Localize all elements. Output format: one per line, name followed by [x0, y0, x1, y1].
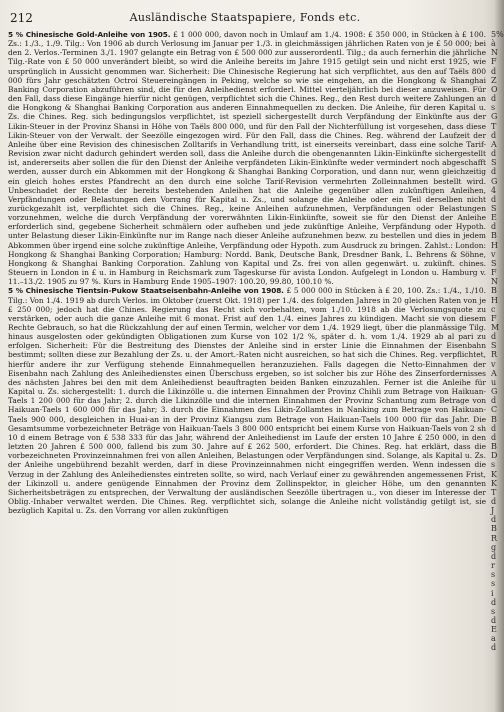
facing-page-fragment: d — [491, 149, 497, 159]
facing-page-fragment: K — [491, 469, 497, 479]
facing-page-fragment: d — [491, 66, 497, 76]
facing-page-fragment: d — [491, 222, 497, 232]
facing-page-fragments — [491, 30, 504, 653]
facing-page-fragment: s — [491, 460, 496, 470]
facing-page-fragment: O — [491, 84, 498, 94]
facing-page-fragment: i — [491, 588, 494, 598]
facing-page-fragment: H — [491, 295, 498, 305]
facing-page-fragment: S — [491, 258, 497, 268]
facing-page-fragment: d — [491, 643, 497, 653]
facing-page-fragment: A — [491, 139, 497, 149]
facing-page-fragment: K — [491, 478, 497, 488]
loan-heading: 5 % Chinesische Gold-Anleihe von 1905. — [8, 30, 171, 39]
facing-page-fragment: g — [491, 542, 497, 552]
page-number: 212 — [10, 11, 33, 25]
facing-page-fragment: d — [491, 130, 497, 140]
facing-page-fragment: d — [491, 332, 497, 342]
facing-page-fragment: a — [491, 634, 496, 644]
facing-page-fragment: s — [491, 606, 496, 616]
facing-page-fragment: D — [491, 451, 498, 461]
facing-page-fragment: Z — [491, 75, 497, 85]
facing-page-fragment: B — [491, 524, 497, 534]
facing-page-fragment: R — [491, 533, 498, 543]
facing-page-fragment: A — [491, 368, 497, 378]
facing-page-fragment: F — [491, 268, 497, 278]
facing-page-fragment: à — [491, 39, 496, 49]
running-head: Ausländische Staatspapiere, Fonds etc. — [129, 11, 361, 24]
facing-page-fragment: T — [491, 121, 497, 131]
facing-page-fragment: F — [491, 57, 497, 67]
facing-page-fragment: B — [491, 442, 497, 452]
facing-page-fragment: d — [491, 194, 497, 204]
facing-page-fragment: v — [491, 359, 496, 369]
facing-page-fragment: v — [491, 249, 496, 259]
facing-page-fragment: d — [491, 94, 497, 104]
facing-page-fragment: T — [491, 487, 497, 497]
facing-page-fragment: E — [491, 625, 497, 635]
facing-page-fragment: G — [491, 176, 498, 186]
facing-page-fragment: R — [491, 350, 498, 360]
facing-page-fragment: F — [491, 313, 497, 323]
facing-page-fragment: d — [491, 396, 497, 406]
facing-page-fragment: d — [491, 551, 497, 561]
facing-page-fragment: d — [491, 167, 497, 177]
facing-page-fragment: d — [491, 496, 497, 506]
facing-page-fragment: 4 — [491, 185, 497, 195]
facing-page-fragment: B — [491, 414, 497, 424]
loan-body: £ 1 000 000, davon noch in Umlauf am 1./4. 1908: £ 350 000, in Stücken à £ 100. Zs.: 1./3., 1./9. Tilg.: Von 1906 ab durch Verlosung im Januar per 1./3. in gleichmässigen jährlichen Raten von je £ 50 000; bei den 2. Verlos.-Terminen 3./1. 1907 gelangte ein Betrag von £ 500 000 zur ausserordentl. Tilg.; da auch fernerhin die jährliche Tilg.-Rate von £ 50 000 unverändert bleibt, so wird die Anleihe bereits im Jahre 1915 getilgt sein und nicht erst 1925, wie ursprünglich in Aussicht genommen war. Sicherheit: Die Chinesische Regierung hat sich verpflichtet, aus den auf Taëls 800 000 fürs Jahr geschätzten Octroi Steuereingängen in Peking, welche so wie sie eingehen, an die Hongkong & Shanghai Banking Corporation abzuführen sind, die für den Anleihedienst erforderl. Mittel vierteljährlich bei dieser anzuweisen. Für den Fall, dass diese Eingänge hierfür nicht genügen, verpflichtet sich die Chines. Reg., den Rest durch weitere Zahlungen an die Hongkong & Shanghai Banking Corporation aus anderen Einnahmequellen zu decken. Die Anleihe, für deren Kapital u. Zs. die Chines. Reg. sich bedingungslos verpflichtet, ist speziell sichergestellt durch Verpfändung der Einkünfte aus der Likin-Steuer in der Provinz Shansi in Höhe von Taëls 800 000, und für den Fall der Nichterfüllung ist vorgesehen, dass diese Likin-Steuer von der Verwalt. der Seezölle eingezogen wird. Für den Fall, dass die Chines. Reg. während der Laufzeit der Anleihe über eine Revision des chinesischen Zolltarifs in Verhandlung tritt, ist einerseits vereinbart, dass eine solche Tarif-Revision zwar nicht dadurch gehindert werden soll, dass die Anleihe durch die obengenannten Likin-Einkünfte sichergestellt ist, andererseits aber sollen die für den Dienst der Anleihe verpfändeten Likin-Einkünfte weder vermindert noch abgeschafft werden, ausser durch ein Abkommen mit der Hongkong & Shanghai Banking Corporation, und dann nur, wenn gleichzeitig ein gleich hohes erstes Pfandrecht an den durch eine solche Tarif-Revision vermehrten Zolleinnahmen bestellt wird. Unbeschadet der Rechte der bereits bestehenden Anleihen hat die Anleihe gegenüber allen zukünftigen Anleihen, Verpfändungen oder Belastungen den Vorrang für Kapital u. Zs., und solange die Anleihe oder ein Teil derselben nicht zurückgezahlt ist, verpflichtet sich die Chines. Reg., keine Anleihen aufzunehmen, Verpfändungen oder Belastungen vorzunehmen, welche die durch Verpfändung der vorerwähnten Likin-Einkünfte, soweit sie für den Dienst der Anleihe erforderlich sind, gegebene Sicherheit schmälern oder aufheben und jede zukünftige Anleihe, Verpfändung oder Hypoth. unter Belastung dieser Likin-Einkünfte nur im Range nach dieser Anleihe aufzunehmen bezw. zu bestellen und dies in jedem Abkommen über irgend eine solche zukünftige Anleihe, Verpfändung oder Hypoth. zum Ausdruck zu bringen. Zahlst.: London: Hongkong & Shanghai Banking Corporation; Hamburg: Nordd. Bank, Deutsche Bank, Dresdner Bank, L. Behrens & Söhne, Hongkong & Shanghai Banking Corporation. Zahlung von Kapital und Zs. frei von allen gegenwärt. u. zukünft. chines. Steuern in London in £ u. in Hamburg in Reichsmark zum Tageskurse für avista London. Aufgelegt in London u. Hamburg v. 11.–13./2. 1905 zu 97 %. Kurs in Hamburg Ende 1905–1907: 100.20, 99.80, 100.10 %. — [8, 30, 486, 287]
facing-page-fragment: s — [491, 579, 496, 589]
loan-body: £ 5 000 000 in Stücken à £ 20, 100. Zs.: 1./4., 1./10. Tilg.: Von 1./4. 1919 ab durch Verlos. im Oktober (zuerst Okt. 1918) per 1./4. des folgenden Jahres in 20 gleichen Raten von je £ 250 000; jedoch hat die Chines. Regierung das Recht sich vorbehalten, vom 1./10. 1918 ab die Verlosungsquote zu verstärken, oder auch die ganze Anleihe mit 6 monat. Frist auf den 1./4. eines Jahres zu kündigen. Macht sie von diesem Rechte Gebrauch, so hat die Rückzahlung der auf einen Termin, welcher vor dem 1./4. 1929 liegt, über die planmässige Tilg. hinaus ausgelosten oder gekündigten Obligationen zum Kurse von 102 1/2 %, später d. h. vom 1./4. 1929 ab al pari zu erfolgen. Sicherheit: Für die Bestreitung des Dienstes der Anleihe sind in erster Linie die Einnahmen der Eisenbahn bestimmt; sollten diese zur Bezahlung der Zs. u. der Amort.-Raten nicht ausreichen, so hat sich die Chines. Reg. verpflichtet, hierfür andere ihr zur Verfügung stehende Einnahmequellen heranzuziehen. Falls dagegen die Netto-Einnahmen der Eisenbahn nach Zahlung des Anleihedienstes einen Überschuss ergeben, so ist solcher bis zur Höhe des Zinserfordernisses des nächsten Jahres bei den mit dem Anleihedienst beauftragten beiden Banken einzuzahlen. Ferner ist die Anleihe für Kapital u. Zs. sichergestellt: 1. durch die Likinzölle u. die internen Einnahmen der Provinz Chihli zum Betrage von Haikuan-Taels 1 200 000 für das Jahr; 2. durch die Likinzölle und die internen Einnahmen der Provinz Schantung zum Betrage von Haikuan-Taels 1 600 000 für das Jahr; 3. durch die Einnahmen des Likin-Zollamtes in Nanking zum Betrage von Haikuan-Taels 900 000, desgleichen in Huai-an in der Provinz Kiangsu zum Betrage von Haikuan-Taels 100 000 für das Jahr. Die Gesamtsumme vorbezeichneter Beträge von Haikuan-Taels 3 800 000 entspricht bei einem Kurse von Haikuan-Taels von 2 sh 10 d einem Betrage von £ 538 333 für das Jahr, während der Anleihedienst im Laufe der ersten 10 Jahre £ 250 000, in den letzten 20 Jahren £ 500 000, fallend bis zum 30. Jahre auf £ 262 500, erfordert. Die Chines. Reg. hat erklärt, dass die vorbezeichneten Provinzeinnahmen frei von allen Anleihen, Belastungen oder Verpfändungen sind. Solange, als Kapital u. Zs. der Anleihe ungebührend bezahlt werden, darf in diese Provinzeinnahmen nicht eingegriffen werden. Wenn indessen die Verzug in der Zahlung des Anleihedienstes eintreten sollte, so wird, nach Verlauf einer zu gewährenden angemessenen Frist, der Likinzoll u. andere genügende Einnahmen der Provinz dem Zollinspektor, in gleicher Höhe, um den genannten Sicherheitsbeträgen zu entsprechen, der Verwaltung der ausländischen Seezölle übertragen u., von dieser im Interesse der Oblig.-Inhaber verwaltet werden. Die Chines. Reg. verpflichtet sich, solange die Anleihe nicht vollständig getilgt ist, sie bezüglich Kapital u. Zs. den Vorrang vor allen zukünftigen — [8, 286, 486, 516]
facing-page-fragment: N — [491, 48, 498, 58]
page-header — [10, 10, 480, 26]
facing-page-fragment: B — [491, 231, 497, 241]
facing-page-fragment: u — [491, 377, 497, 387]
facing-page-fragment: 5% — [491, 30, 504, 39]
facing-page-fragment: E — [491, 213, 497, 223]
loan-heading: 5 % Chinesische Tientsin-Pukow Staatseisenbahn-Anleihe von 1908. — [8, 286, 284, 296]
loan-entry-tientsin-pukow-1908 — [8, 286, 486, 515]
facing-page-fragment: s — [491, 103, 496, 113]
facing-page-fragment: d — [491, 616, 497, 625]
facing-page-fragment: S — [491, 341, 497, 351]
facing-page-fragment: G — [491, 387, 498, 397]
facing-page-fragment: H — [491, 240, 498, 250]
facing-page-fragment: d — [491, 597, 497, 607]
facing-page-fragment: S — [491, 158, 497, 168]
loan-entry-gold-1905 — [8, 30, 486, 286]
facing-page-fragment: c — [491, 304, 496, 314]
facing-page-fragment: d — [491, 432, 497, 442]
facing-page-fragment: C — [491, 405, 498, 415]
facing-page-fragment: M — [491, 323, 500, 332]
page-body — [8, 30, 486, 515]
facing-page-fragment: G — [491, 112, 498, 122]
facing-page-fragment: d — [491, 515, 497, 525]
facing-page-fragment: r — [491, 561, 495, 571]
facing-page-fragment: J — [491, 506, 495, 516]
facing-page-fragment: N — [491, 277, 498, 287]
facing-page-fragment: s — [491, 570, 496, 580]
facing-page-fragment: S — [491, 203, 497, 213]
facing-page-fragment: d — [491, 423, 497, 433]
facing-page-fragment: B — [491, 286, 497, 296]
